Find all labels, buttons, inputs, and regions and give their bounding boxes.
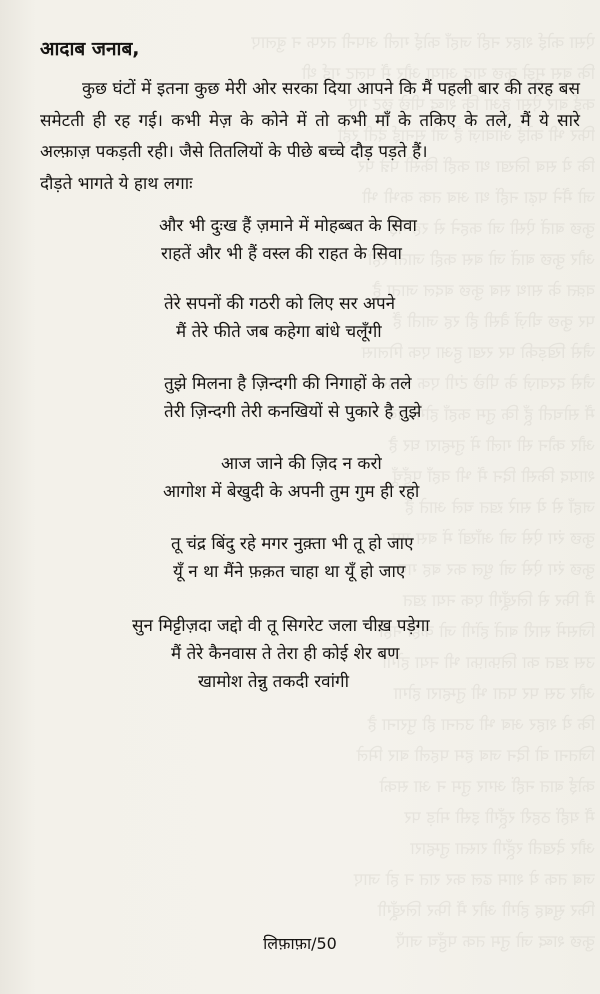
poem-line: राहतें और भी हैं वस्ल की राहत के सिवा (161, 244, 402, 264)
poem-line: तेरे सपनों की गठरी को लिए सर अपने (164, 294, 396, 314)
poem-line: खामोश तेन्नु तकदी रवांगी (198, 672, 349, 692)
poem-line: तेरी ज़िन्दगी तेरी कनखियों से पुकारे है तुझे (164, 402, 422, 422)
poem-line: मैं तेरे फीते जब कहेगा बांधे चलूँगी (176, 322, 382, 342)
poem-line: और भी दुःख हैं ज़माने में मोहब्बत के सिवा (159, 216, 417, 236)
page-footer: लिफ़ाफ़ा/50 (263, 934, 337, 953)
poem-line: मैं तेरे कैनवास ते तेरा ही कोई शेर बण (171, 644, 400, 664)
stanza (132, 612, 580, 696)
stanza (171, 530, 580, 586)
stanza (163, 450, 580, 506)
poem-line: यूँ न था मैंने फ़क़त चाहा था यूँ हो जाए (173, 562, 406, 582)
poem-line: सुन मिट्टीज़दा जद्दो वी तू सिगरेट जला चीख़ पड़ेगा (132, 616, 430, 636)
poem-line: तुझे मिलना है ज़िन्दगी की निगाहों के तले (164, 374, 412, 394)
stanza (164, 290, 580, 346)
poem-line: आगोश में बेखुदी के अपनी तुम गुम ही रहो (163, 482, 420, 502)
poem-stanzas (40, 212, 580, 696)
poem-line: तू चंद्र बिंदु रहे मगर नुक़्ता भी तू हो जाए (171, 534, 414, 554)
stanza (164, 370, 580, 426)
opening-paragraph (40, 74, 580, 169)
salutation: आदाब जनाब, (40, 38, 140, 60)
poem-line: आज जाने की ज़िद न करो (221, 454, 382, 474)
letter-body (40, 36, 580, 696)
bleed-through-texture: ऐसा कोई शहर नहीं जहाँ कोई गली अपनी तरफ न बुलाए कि बस मुझे कुछ याद आया और मैं पलट गई थी कई बार ऐसा हुआ कि शब्द पीछे छूट गए फिर भी कोई आवाज़ है जो सुनाई देती रही कि ये सब लिखा था कहीं किसी पन्ने पर जो मैंने पढ़ा नहीं था अब तक कभी भी कुछ बातें ऐसी जो कहने से रह गईं और कुछ बातें जो बस कही जाती रहीं वक़्त के साथ सब कुछ बदल जाता है पर कुछ चीज़ें वैसी ही रह जाती हैं जैसे खिड़की पर रखा हुआ एक गिलास जैसे दरवाज़े के पीछे टंगी एक चादर मैं सोचती हूँ कि तुम कहाँ होगे अब और कौन सी गली में तुम्हारा घर है शायद किसी दिन मैं भी वहाँ पहुँचूँ जहाँ से ये सारे ख़त चले आते हैं कुछ रंग ऐसे जो आँखों में बस गए कुछ रंग ऐसे जो धुल कर बह गए मैं फिर से लिखूँगी एक नया ख़त जिसमें सारी बातें होंगी जो कही नहीं उस ख़त का लिफ़ाफ़ा भी नया होगा और उस पर पता भी तुम्हारा होगा कि ये शहर अब भी उतना ही पुराना है जितना वो दिन जब हम पहली बार मिले कोई बात नहीं अगर तुम न आ सको मैं यहीं ठहरी रहूँगी इसी मोड़ पर और देखती रहूँगी रास्ता तुम्हारा जब तक ये शाम ढल कर रात न हो जाए फिर सुबह होगी और मैं फिर लिखूँगी कुछ शब्द जो तुम तक पहुँच जाएँ (251, 33, 595, 952)
poem-lead-in: दौड़ते भागते ये हाथ लगाः (40, 173, 193, 194)
stanza (159, 212, 580, 268)
opening-paragraph-text: कुछ घंटों में इतना कुछ मेरी ओर सरका दिया आपने कि मैं पहली बार की तरह बस समेटती ही रह गई। कभी मेज़ के कोने में तो कभी माँ के तकिए के तले, मैं ये सारे अल्फ़ाज़ पकड़ती रही। जैसे तितलियों के पीछे बच्चे दौड़ पड़ते हैं। (40, 79, 580, 162)
